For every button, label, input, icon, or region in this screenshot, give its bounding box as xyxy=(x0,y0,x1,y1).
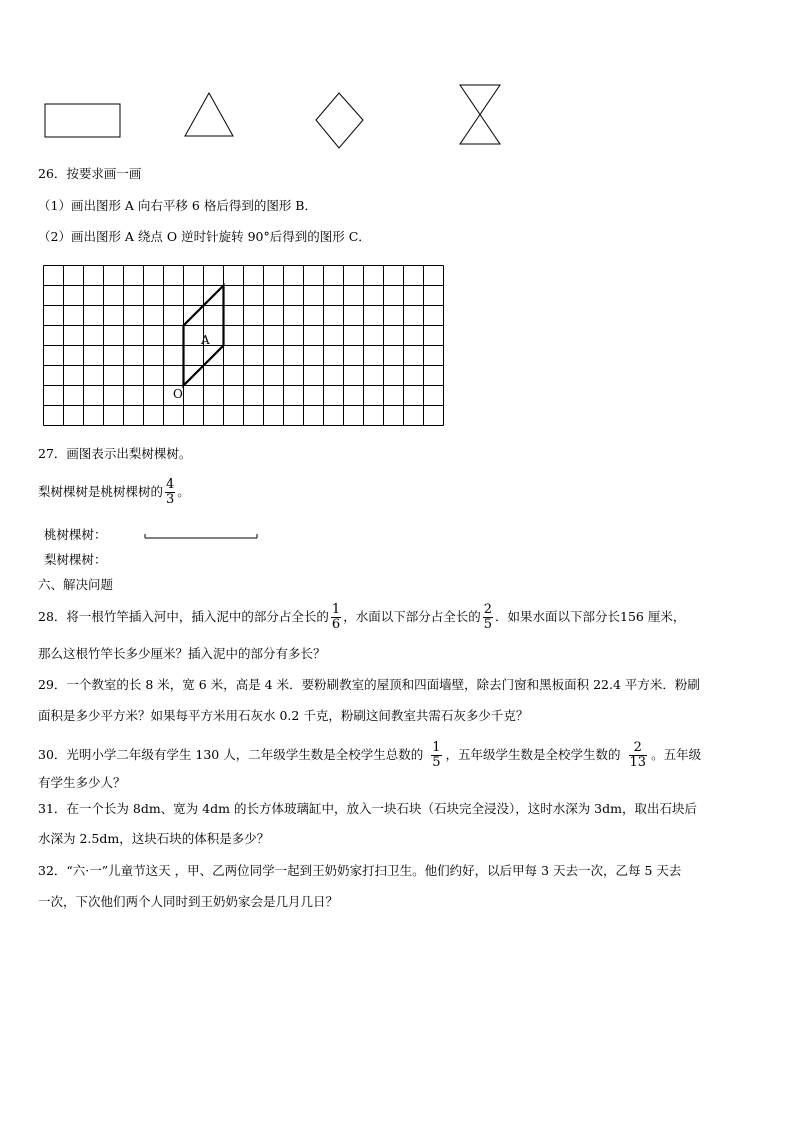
q30-frac1-den: 5 xyxy=(432,755,441,770)
q30-line2: 有学生多少人？ xyxy=(38,775,126,790)
q28-line2: 那么这根竹竿长多少厘米？插入泥中的部分有多长？ xyxy=(38,646,326,661)
q27-fraction xyxy=(165,478,175,507)
q28-text-a: 28．将一根竹竿插入河中，插入泥中的部分占全长的 xyxy=(38,609,329,624)
q28-text-b: ，水面以下部分占全长的 xyxy=(343,609,481,624)
q29-line2: 面积是多少平方米？如果每平方米用石灰水 0.2 千克，粉刷这间教室共需石灰多少千克？ xyxy=(38,708,529,723)
section-heading: 六、解决问题 xyxy=(38,577,114,592)
q26-grid xyxy=(42,264,447,430)
q26-part2: （2）画出图形 A 绕点 O 逆时针旋转 90°后得到的图形 C． xyxy=(38,229,371,244)
label-o: O xyxy=(173,387,183,401)
q26-part1: （1）画出图形 A 向右平移 6 格后得到的图形 B． xyxy=(38,198,317,213)
q28-line1 xyxy=(38,602,685,632)
q27-statement-end: 。 xyxy=(177,484,190,499)
q30-fraction-1 xyxy=(431,741,441,770)
q27-statement-text: 梨树棵树是桃树棵树的 xyxy=(38,484,164,499)
triangle-shape xyxy=(184,92,236,138)
q27-statement xyxy=(38,477,190,507)
hourglass-shape xyxy=(458,84,504,146)
q28-frac2-den: 5 xyxy=(483,617,492,632)
q31-line1: 31．在一个长为 8dm、宽为 4dm 的长方体玻璃缸中，放入一块石块（石块完全浸没），这时水深为 3dm，取出石块后 xyxy=(38,801,697,816)
q28-frac1-den: 6 xyxy=(331,617,341,632)
q30-text-a: 30．光明小学二年级有学生 130 人，二年级学生数是全校学生总数的 xyxy=(38,747,424,762)
q26-title: 26．按要求画一画 xyxy=(38,166,142,181)
q28-fraction-2 xyxy=(483,603,493,632)
peach-segment xyxy=(144,531,260,541)
q30-text-b: ，五年级学生数是全校学生数的 xyxy=(445,747,621,762)
q27-title: 27．画图表示出梨树棵树。 xyxy=(38,446,192,461)
rhombus-shape xyxy=(315,92,365,150)
q32-line1: 32．“六·一”儿童节这天 ，甲、乙两位同学一起到王奶奶家打扫卫生。他们约好，以后甲每 3 天去一次，乙每 5 天去 xyxy=(38,863,682,878)
q30-frac2-den: 13 xyxy=(629,755,647,770)
q30-frac2-num: 2 xyxy=(633,740,642,755)
pear-label: 梨树棵树： xyxy=(44,552,107,567)
q27-frac-den: 3 xyxy=(166,492,175,507)
q28-frac2-num: 2 xyxy=(483,602,492,617)
q29-line1: 29．一个教室的长 8 米，宽 6 米，高是 4 米．要粉刷教室的屋顶和四面墙壁，除去门窗和黑板面积 22.4 平方米．粉刷 xyxy=(38,677,700,692)
q28-fraction-1 xyxy=(331,603,341,632)
q30-text-c: 。五年级 xyxy=(651,747,702,762)
rectangle-shape xyxy=(44,103,122,139)
q30-frac1-num: 1 xyxy=(432,740,441,755)
label-a: A xyxy=(201,333,210,347)
q32-line2: 一次，下次他们两个人同时到王奶奶家会是几月几日？ xyxy=(38,894,339,909)
q31-line2: 水深为 2.5dm，这块石块的体积是多少？ xyxy=(38,831,270,846)
q28-frac1-num: 1 xyxy=(331,602,341,617)
peach-label: 桃树棵树： xyxy=(44,527,107,542)
q30-fraction-2 xyxy=(629,741,648,770)
q30-line1 xyxy=(38,740,701,770)
q27-frac-num: 4 xyxy=(166,477,175,492)
q28-text-c: ．如果水面以下部分长156 厘米， xyxy=(495,609,686,624)
